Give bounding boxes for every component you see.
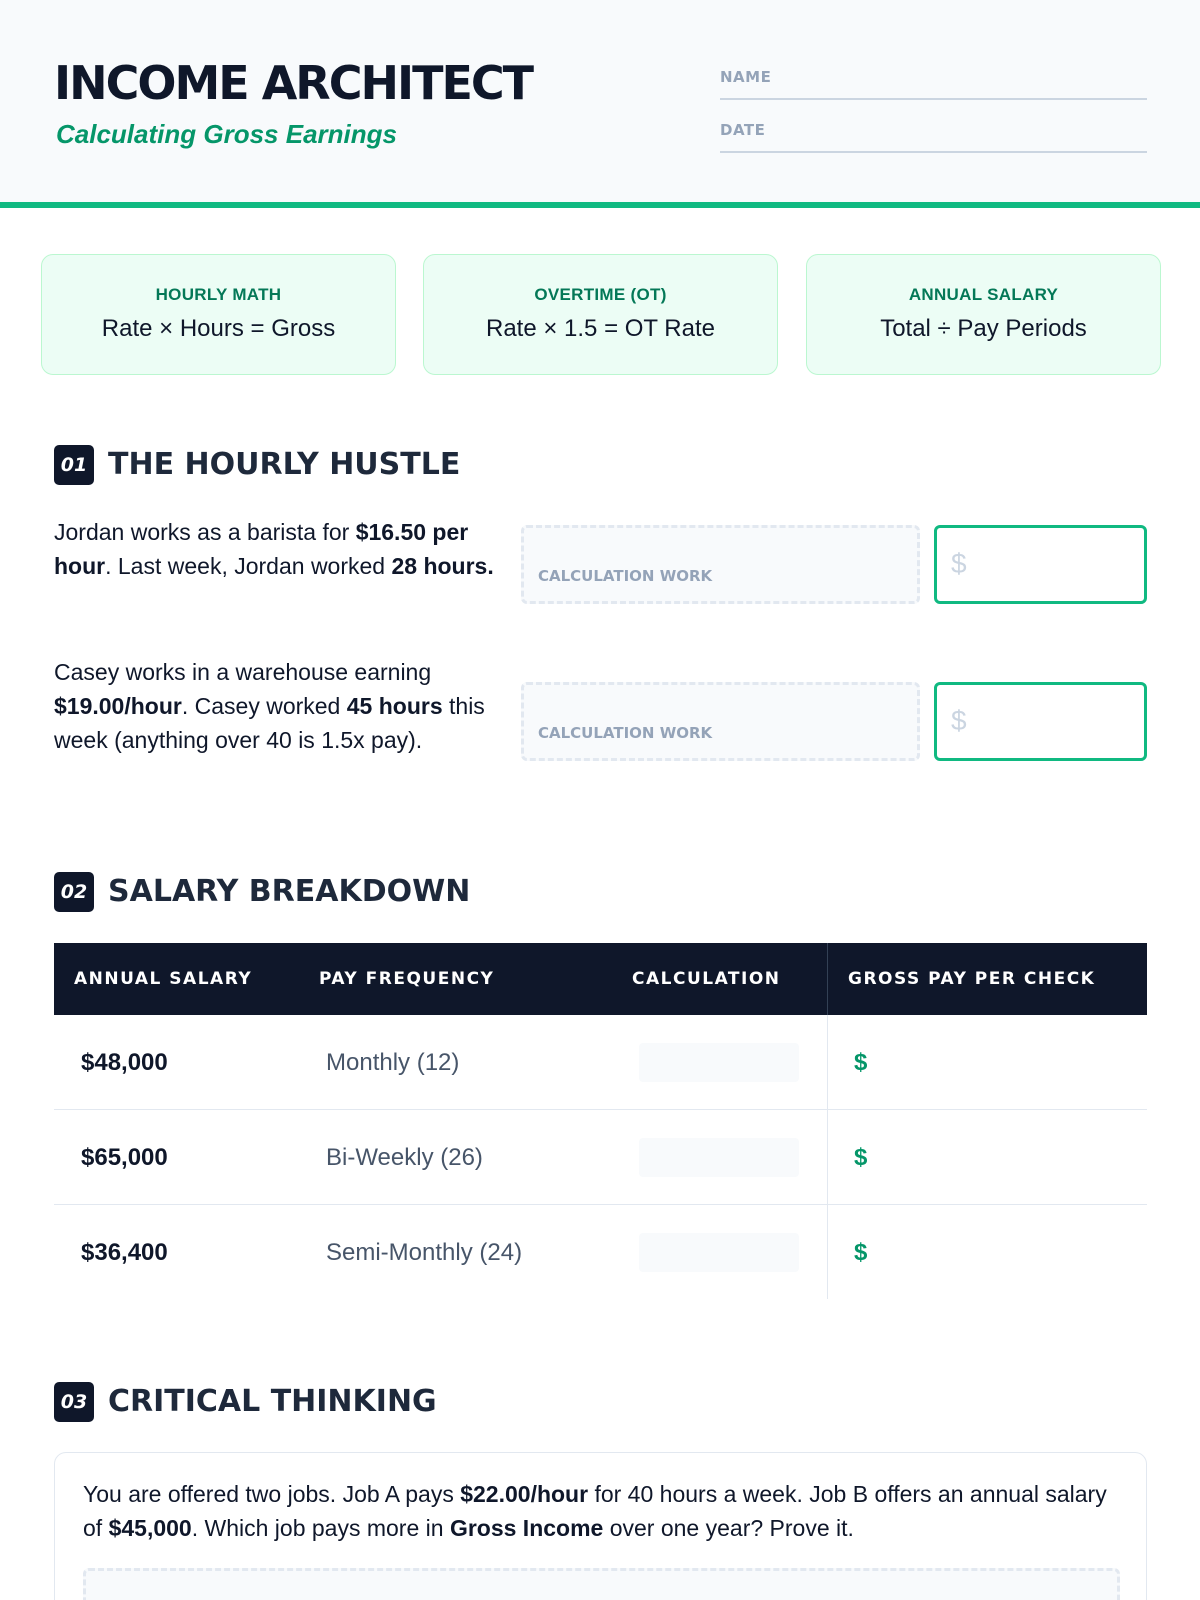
problem-text-emphasis: $19.00/hour [54,693,182,719]
gross-pay-cell[interactable]: $ [854,1239,868,1266]
answer-field[interactable] [934,525,1147,604]
formula-card-salary [806,254,1161,375]
problem-text-emphasis: $16.50 per hour [54,519,469,579]
answer-field[interactable] [934,682,1147,761]
formula-card-title: ANNUAL SALARY [908,285,1059,304]
table-row [54,1110,1147,1205]
calculation-work-box[interactable] [521,682,920,761]
prompt-text-part: . Which job pays more in [191,1515,450,1541]
calculation-input[interactable] [639,1233,799,1272]
section-title: SALARY BREAKDOWN [108,874,471,909]
prompt-text-emphasis: Gross Income [449,1515,604,1541]
annual-salary-cell: $48,000 [81,1049,168,1076]
pay-frequency-cell: Bi-Weekly (26) [326,1144,483,1171]
date-label: DATE [720,121,766,139]
formula-card-formula: Rate × Hours = Gross [101,315,336,342]
column-divider [827,943,828,1015]
table-header [54,943,1147,1015]
name-label: NAME [720,68,772,86]
salary-table [54,943,1147,1299]
gross-pay-cell[interactable]: $ [854,1049,868,1076]
formula-card-overtime [423,254,778,375]
formula-card-formula: Rate × 1.5 = OT Rate [485,315,716,342]
section-number-badge: 03 [54,1382,94,1422]
page-title: INCOME ARCHITECT [54,56,533,110]
table-row [54,1015,1147,1110]
column-header: ANNUAL SALARY [74,969,253,989]
calculation-input[interactable] [639,1138,799,1177]
table-row [54,1205,1147,1300]
annual-salary-cell: $65,000 [81,1144,168,1171]
prompt-text-emphasis: $45,000 [108,1515,192,1541]
problem-1-text [54,515,499,583]
pay-frequency-cell: Semi-Monthly (24) [326,1239,523,1266]
gross-pay-cell[interactable]: $ [854,1144,868,1171]
dollar-sign: $ [951,548,967,579]
calculation-work-label: CALCULATION WORK [538,567,713,585]
problem-text-part: . Last week, Jordan worked [105,553,392,579]
critical-thinking-work-box[interactable] [83,1568,1120,1600]
prompt-text-part: You are offered two jobs. Job A pays [83,1481,461,1507]
calculation-work-box[interactable] [521,525,920,604]
critical-thinking-card [54,1452,1147,1600]
formula-card-title: HOURLY MATH [155,285,282,304]
column-header: CALCULATION [632,969,781,989]
formula-card-hourly [41,254,396,375]
annual-salary-cell: $36,400 [81,1239,168,1266]
calculation-work-label: CALCULATION WORK [538,724,713,742]
worksheet-header [0,0,1200,208]
problem-text-part: Jordan works as a barista for [54,519,356,545]
prompt-text-emphasis: $22.00/hour [460,1481,589,1507]
critical-thinking-prompt [83,1477,1123,1545]
pay-frequency-cell: Monthly (12) [326,1049,460,1076]
column-header: PAY FREQUENCY [319,969,495,989]
page-subtitle: Calculating Gross Earnings [56,119,397,149]
calculation-input[interactable] [639,1043,799,1082]
date-field[interactable] [720,117,1147,153]
section-number-badge: 02 [54,872,94,912]
name-field[interactable] [720,64,1147,100]
dollar-sign: $ [951,705,967,736]
section-title: CRITICAL THINKING [108,1384,437,1419]
formula-card-formula: Total ÷ Pay Periods [880,315,1087,342]
column-header: GROSS PAY PER CHECK [848,969,1096,989]
prompt-text-part: for 40 hours a week. Job B offers an annual salary of [83,1481,1107,1541]
problem-text-part: . Casey worked [181,693,347,719]
problem-text-emphasis: . [487,553,494,579]
prompt-text-part: over one year? Prove it. [603,1515,854,1541]
problem-text-emphasis: 28 hours [391,553,488,579]
problem-text-part: this week (anything over 40 is 1.5x pay). [54,693,485,753]
problem-text-emphasis: 45 hours [346,693,443,719]
section-number-badge: 01 [54,445,94,485]
formula-card-title: OVERTIME (OT) [534,285,667,304]
section-title: THE HOURLY HUSTLE [108,447,461,482]
problem-2-text [54,655,499,757]
problem-text-part: Casey works in a warehouse earning [54,659,432,685]
